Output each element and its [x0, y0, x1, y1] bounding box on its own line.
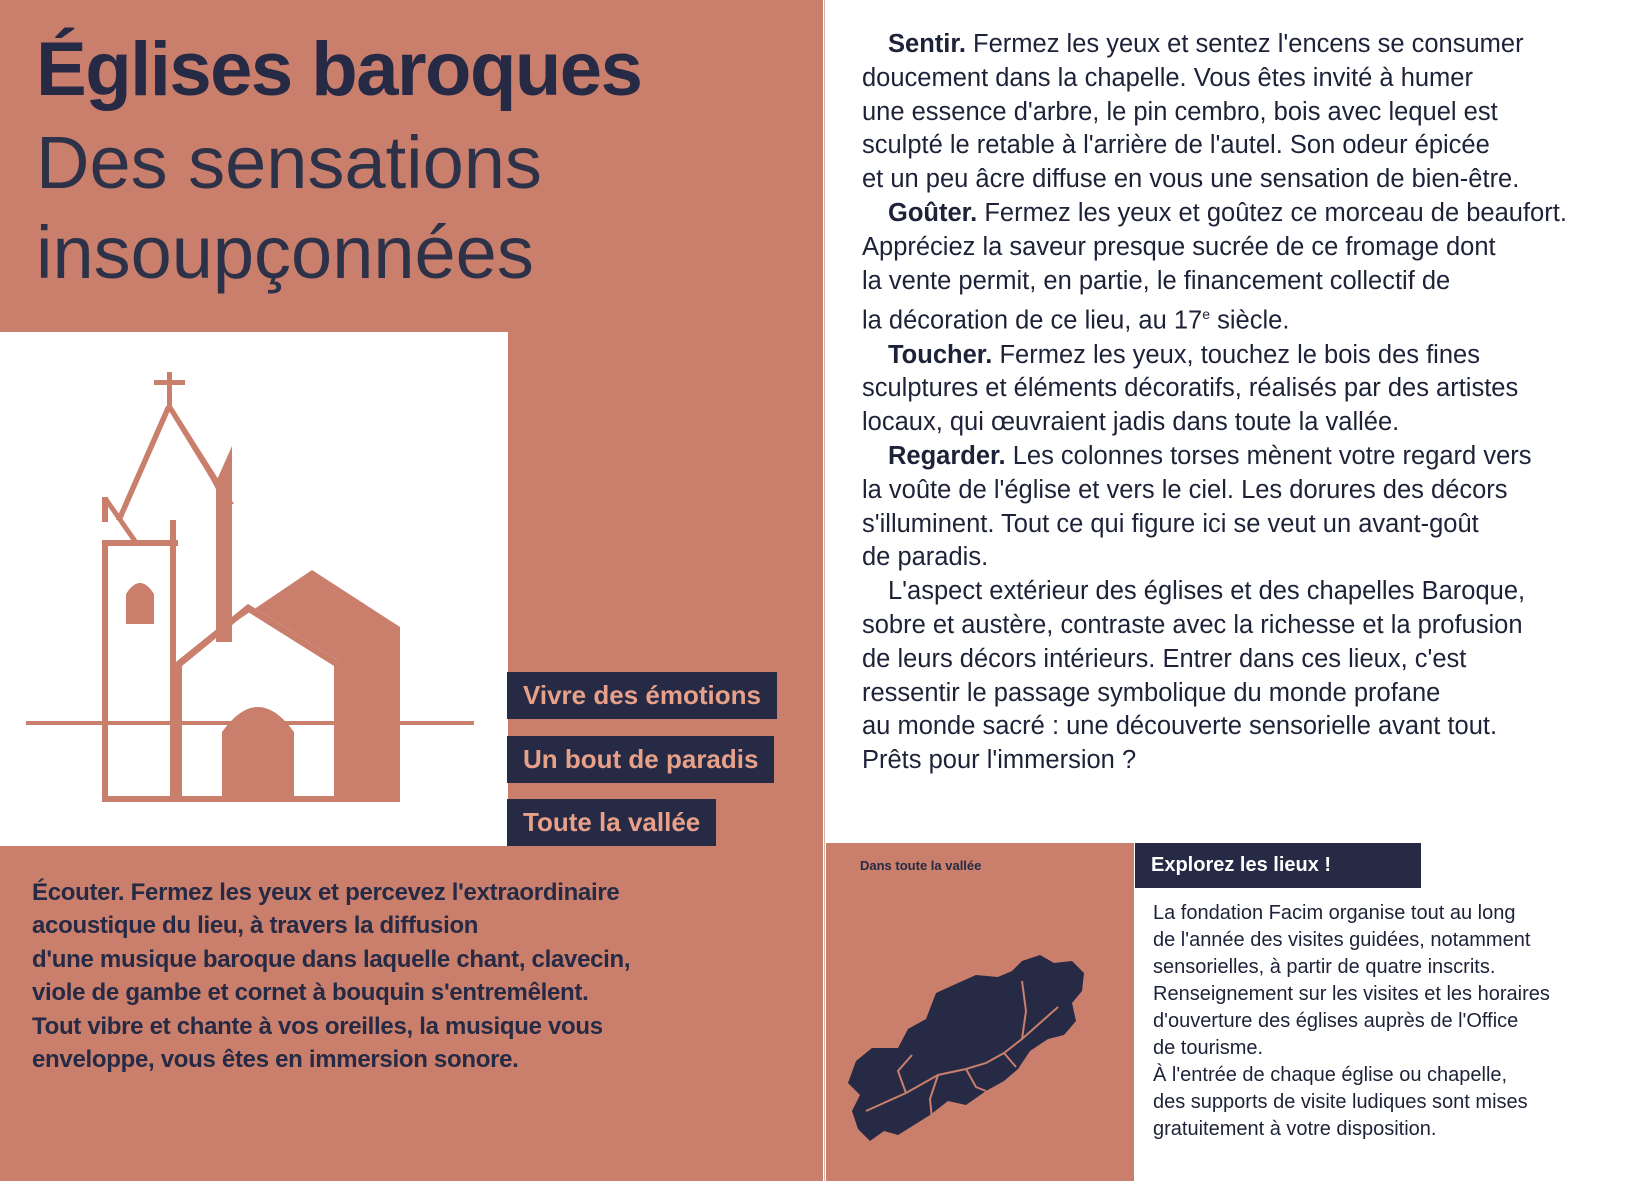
sentir-line: une essence d'arbre, le pin cembro, bois avec lequel est — [862, 97, 1498, 126]
page-subtitle-line2: insoupçonnées — [36, 211, 534, 294]
valley-map-icon — [826, 843, 1134, 1181]
sentir-line: et un peu âcre diffuse en vous une sensation de bien-être. — [862, 165, 1520, 194]
tag-toute-la-vallee: Toute la vallée — [507, 799, 716, 846]
info-line: La fondation Facim organise tout au long — [1153, 902, 1516, 924]
regarder-line: de paradis. — [862, 543, 989, 572]
page-title: Églises baroques — [36, 27, 642, 112]
info-line: À l'entrée de chaque église ou chapelle, — [1153, 1064, 1508, 1086]
info-line: Renseignement sur les visites et les horaires — [1153, 983, 1550, 1005]
explore-label: Explorez les lieux ! — [1135, 843, 1421, 888]
gouter-line: la vente permit, en partie, le financement collectif de — [862, 266, 1451, 295]
explore-info — [1153, 900, 1633, 1143]
gouter-last-text: la décoration de ce lieu, au 17 — [862, 306, 1203, 335]
gouter-line: Appréciez la saveur presque sucrée de ce fromage dont — [862, 232, 1496, 261]
ecouter-line: viole de gambe et cornet à bouquin s'entremêlent. — [32, 979, 589, 1007]
aspect-line: ressentir le passage symbolique du monde profane — [862, 678, 1441, 707]
info-line: d'ouverture des églises auprès de l'Office — [1153, 1010, 1519, 1032]
ecouter-line: enveloppe, vous êtes en immersion sonore. — [32, 1046, 519, 1074]
page-subtitle-line1: Des sensations — [36, 121, 542, 204]
ecouter-line: Tout vibre et chante à vos oreilles, la musique vous — [32, 1012, 603, 1040]
aspect-line: sobre et austère, contraste avec la richesse et la profusion — [862, 611, 1523, 640]
church-illustration — [0, 332, 508, 846]
gouter-label: Goûter. — [888, 198, 978, 227]
tag-vivre-des-emotions: Vivre des émotions — [507, 672, 777, 719]
sentir-line: Fermez les yeux et sentez l'encens se consumer — [965, 30, 1524, 58]
aspect-line: au monde sacré : une découverte sensorielle avant tout. — [862, 712, 1498, 741]
sentir-line: doucement dans la chapelle. Vous êtes invité à humer — [862, 63, 1473, 92]
sentir-label: Sentir. — [888, 30, 966, 58]
tag-un-bout-de-paradis: Un bout de paradis — [507, 736, 774, 783]
info-line: des supports de visite ludiques sont mises — [1153, 1091, 1528, 1113]
gouter-line — [862, 298, 1622, 338]
fold-line — [824, 0, 825, 1181]
info-line: de tourisme. — [1153, 1037, 1264, 1059]
toucher-line: sculptures et éléments décoratifs, réalisés par des artistes — [862, 374, 1519, 403]
toucher-line: Fermez les yeux, touchez le bois des fines — [992, 340, 1480, 369]
toucher-line: locaux, qui œuvraient jadis dans toute la vallée. — [862, 408, 1400, 437]
senses-text — [862, 28, 1622, 778]
sentir-line: sculpté le retable à l'arrière de l'autel. Son odeur épicée — [862, 131, 1490, 160]
map-panel — [826, 843, 1134, 1181]
ecouter-line: Écouter. Fermez les yeux et percevez l'extraordinaire — [32, 879, 620, 906]
aspect-line: Prêts pour l'immersion ? — [862, 746, 1137, 775]
sentir-paragraph — [862, 28, 1622, 62]
regarder-line: s'illuminent. Tout ce qui figure ici se veut un avant-goût — [862, 509, 1479, 538]
info-line: de l'année des visites guidées, notamment — [1153, 929, 1531, 951]
regarder-label: Regarder. — [888, 442, 1006, 471]
century-superscript: e — [1202, 306, 1211, 323]
regarder-line: Les colonnes torses mènent votre regard vers — [1005, 442, 1532, 471]
ecouter-paragraph — [32, 876, 752, 1076]
info-line: gratuitement à votre disposition. — [1153, 1118, 1437, 1140]
gouter-line: Fermez les yeux et goûtez ce morceau de beaufort. — [977, 198, 1567, 227]
gouter-paragraph — [862, 197, 1622, 231]
regarder-paragraph — [862, 440, 1622, 474]
ecouter-line: acoustique du lieu, à travers la diffusion — [32, 912, 479, 940]
map-caption: Dans toute la vallée — [860, 858, 982, 873]
church-icon — [0, 332, 508, 846]
gouter-last-post: siècle. — [1210, 306, 1290, 335]
info-line: sensorielles, à partir de quatre inscrits. — [1153, 956, 1496, 978]
aspect-line: de leurs décors intérieurs. Entrer dans ces lieux, c'est — [862, 644, 1467, 673]
regarder-line: la voûte de l'église et vers le ciel. Les dorures des décors — [862, 475, 1508, 504]
toucher-paragraph — [862, 339, 1622, 373]
aspect-line: L'aspect extérieur des églises et des chapelles Baroque, — [888, 577, 1526, 606]
ecouter-line: d'une musique baroque dans laquelle chant, clavecin, — [32, 945, 631, 973]
toucher-label: Toucher. — [888, 340, 993, 369]
